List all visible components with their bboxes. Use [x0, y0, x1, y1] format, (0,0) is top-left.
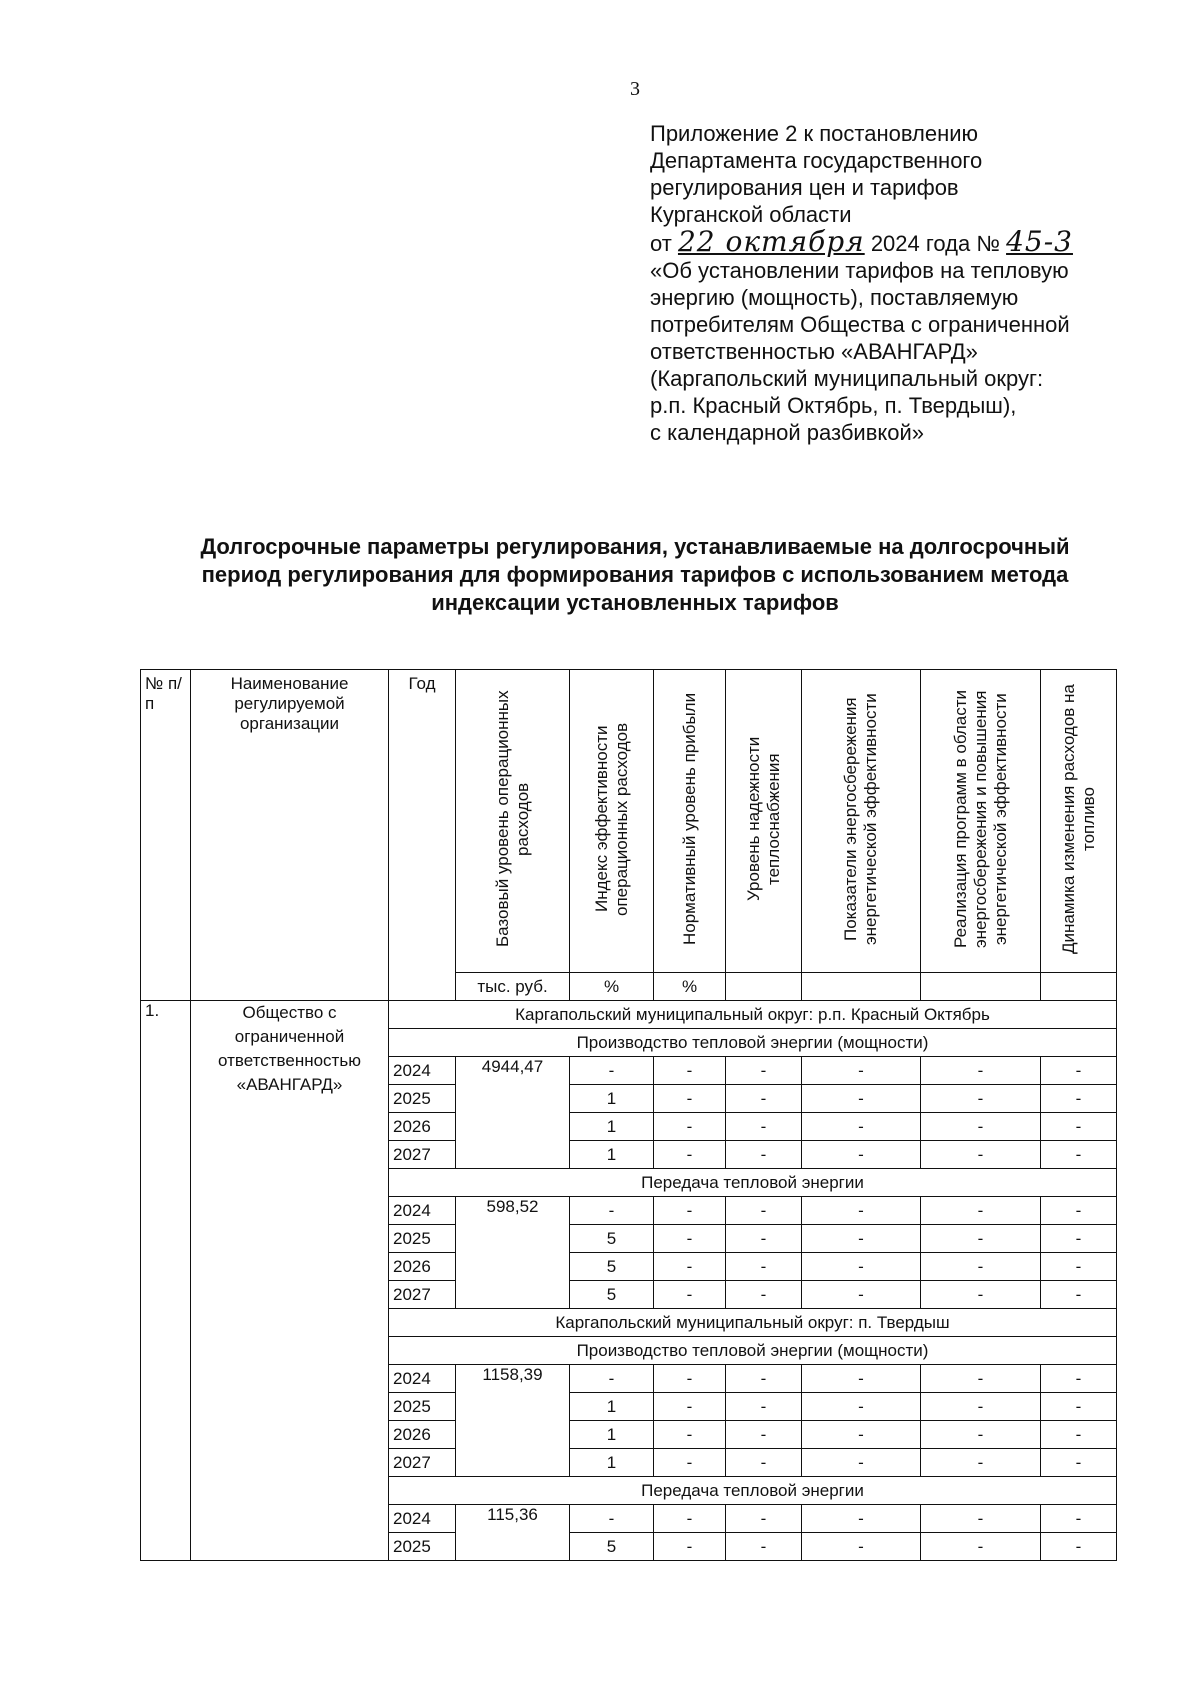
- value-cell: -: [802, 1141, 921, 1169]
- efficiency-index-cell: 1: [570, 1393, 654, 1421]
- value-cell: -: [1041, 1225, 1117, 1253]
- value-cell: -: [726, 1533, 802, 1561]
- unit-base: тыс. руб.: [456, 973, 570, 1001]
- location-cell: Каргапольский муниципальный округ: п. Твердыш: [389, 1309, 1117, 1337]
- appendix-line: регулирования цен и тарифов: [650, 175, 959, 200]
- date-year: 2024 года №: [864, 231, 1007, 256]
- appendix-subject-line: с календарной разбивкой»: [650, 420, 925, 445]
- year-cell: 2024: [389, 1365, 456, 1393]
- parameters-table-wrap: [140, 669, 1117, 1561]
- value-cell: -: [654, 1505, 726, 1533]
- header-fuel: Динамика изменения расходов на топливо: [1041, 670, 1117, 973]
- year-cell: 2026: [389, 1421, 456, 1449]
- row-number-cell: 1.: [141, 1001, 191, 1561]
- value-cell: -: [921, 1253, 1041, 1281]
- value-cell: -: [654, 1085, 726, 1113]
- efficiency-index-cell: 1: [570, 1141, 654, 1169]
- handwritten-number: 45-3: [1006, 225, 1073, 258]
- value-cell: -: [654, 1365, 726, 1393]
- value-cell: -: [921, 1449, 1041, 1477]
- efficiency-index-cell: -: [570, 1365, 654, 1393]
- value-cell: -: [921, 1197, 1041, 1225]
- value-cell: -: [802, 1421, 921, 1449]
- value-cell: -: [921, 1365, 1041, 1393]
- location-row: [141, 1001, 1117, 1029]
- value-cell: -: [654, 1057, 726, 1085]
- title-line: Долгосрочные параметры регулирования, устанавливаемые на долгосрочный: [200, 534, 1070, 559]
- value-cell: -: [654, 1141, 726, 1169]
- value-cell: -: [726, 1197, 802, 1225]
- header-num: № п/п: [141, 670, 191, 1001]
- value-cell: -: [921, 1505, 1041, 1533]
- value-cell: -: [726, 1393, 802, 1421]
- value-cell: -: [921, 1533, 1041, 1561]
- efficiency-index-cell: 5: [570, 1533, 654, 1561]
- efficiency-index-cell: 5: [570, 1253, 654, 1281]
- unit-profit: %: [654, 973, 726, 1001]
- activity-cell: Передача тепловой энергии: [389, 1169, 1117, 1197]
- value-cell: -: [802, 1449, 921, 1477]
- efficiency-index-cell: 1: [570, 1449, 654, 1477]
- value-cell: -: [921, 1085, 1041, 1113]
- year-cell: 2027: [389, 1281, 456, 1309]
- value-cell: -: [654, 1393, 726, 1421]
- base-level-cell: 4944,47: [456, 1057, 570, 1169]
- value-cell: -: [726, 1141, 802, 1169]
- value-cell: -: [654, 1533, 726, 1561]
- efficiency-index-cell: -: [570, 1505, 654, 1533]
- header-index: Индекс эффективности операционных расходов: [570, 670, 654, 973]
- header-reliability: Уровень надежности теплоснабжения: [726, 670, 802, 973]
- handwritten-date: 22 октября: [677, 225, 865, 258]
- value-cell: -: [1041, 1057, 1117, 1085]
- year-cell: 2026: [389, 1113, 456, 1141]
- value-cell: -: [726, 1505, 802, 1533]
- value-cell: -: [802, 1197, 921, 1225]
- base-level-cell: 598,52: [456, 1197, 570, 1309]
- appendix-subject-line: потребителям Общества с ограниченной: [650, 312, 1070, 337]
- value-cell: -: [726, 1113, 802, 1141]
- efficiency-index-cell: 5: [570, 1281, 654, 1309]
- year-cell: 2027: [389, 1449, 456, 1477]
- year-cell: 2025: [389, 1393, 456, 1421]
- value-cell: -: [921, 1225, 1041, 1253]
- value-cell: -: [1041, 1253, 1117, 1281]
- value-cell: -: [726, 1225, 802, 1253]
- value-cell: -: [802, 1365, 921, 1393]
- value-cell: -: [1041, 1449, 1117, 1477]
- value-cell: -: [726, 1421, 802, 1449]
- value-cell: -: [654, 1113, 726, 1141]
- page-number: 3: [630, 78, 640, 100]
- unit-empty: [726, 973, 802, 1001]
- appendix-line: Департамента государственного: [650, 148, 983, 173]
- value-cell: -: [921, 1113, 1041, 1141]
- header-row: [141, 670, 1117, 973]
- date-prefix: от: [650, 231, 678, 256]
- value-cell: -: [726, 1057, 802, 1085]
- value-cell: -: [654, 1253, 726, 1281]
- unit-empty: [1041, 973, 1117, 1001]
- appendix-block: [650, 120, 1170, 446]
- year-cell: 2025: [389, 1225, 456, 1253]
- value-cell: -: [1041, 1421, 1117, 1449]
- value-cell: -: [1041, 1281, 1117, 1309]
- efficiency-index-cell: 5: [570, 1225, 654, 1253]
- title-line: индексации установленных тарифов: [431, 590, 839, 615]
- value-cell: -: [654, 1197, 726, 1225]
- value-cell: -: [1041, 1085, 1117, 1113]
- location-cell: Каргапольский муниципальный округ: р.п. Красный Октябрь: [389, 1001, 1117, 1029]
- efficiency-index-cell: -: [570, 1057, 654, 1085]
- value-cell: -: [802, 1533, 921, 1561]
- value-cell: -: [921, 1141, 1041, 1169]
- title-line: период регулирования для формирования тарифов с использованием метода: [201, 562, 1069, 587]
- header-profit: Нормативный уровень прибыли: [654, 670, 726, 973]
- value-cell: -: [921, 1057, 1041, 1085]
- base-level-cell: 1158,39: [456, 1365, 570, 1477]
- value-cell: -: [802, 1085, 921, 1113]
- value-cell: -: [1041, 1393, 1117, 1421]
- appendix-subject-line: ответственностью «АВАНГАРД»: [650, 339, 978, 364]
- year-cell: 2025: [389, 1533, 456, 1561]
- appendix-subject-line: «Об установлении тарифов на тепловую: [650, 258, 1069, 283]
- activity-cell: Передача тепловой энергии: [389, 1477, 1117, 1505]
- header-year: Год: [389, 670, 456, 1001]
- value-cell: -: [726, 1365, 802, 1393]
- year-cell: 2024: [389, 1197, 456, 1225]
- value-cell: -: [802, 1113, 921, 1141]
- parameters-table: [140, 669, 1117, 1561]
- value-cell: -: [921, 1393, 1041, 1421]
- value-cell: -: [802, 1393, 921, 1421]
- value-cell: -: [1041, 1533, 1117, 1561]
- activity-cell: Производство тепловой энергии (мощности): [389, 1337, 1117, 1365]
- value-cell: -: [1041, 1141, 1117, 1169]
- year-cell: 2026: [389, 1253, 456, 1281]
- base-level-cell: 115,36: [456, 1505, 570, 1561]
- efficiency-index-cell: 1: [570, 1113, 654, 1141]
- value-cell: -: [654, 1449, 726, 1477]
- year-cell: 2025: [389, 1085, 456, 1113]
- header-org: Наименование регулируемой организации: [191, 670, 389, 1001]
- value-cell: -: [1041, 1505, 1117, 1533]
- value-cell: -: [802, 1505, 921, 1533]
- value-cell: -: [726, 1085, 802, 1113]
- document-title: [140, 533, 1130, 617]
- efficiency-index-cell: 1: [570, 1421, 654, 1449]
- appendix-subject-line: энергию (мощность), поставляемую: [650, 285, 1019, 310]
- appendix-line: Курганской области: [650, 202, 852, 227]
- unit-empty: [921, 973, 1041, 1001]
- efficiency-index-cell: -: [570, 1197, 654, 1225]
- value-cell: -: [921, 1421, 1041, 1449]
- appendix-date-line: [650, 225, 1170, 258]
- value-cell: -: [654, 1421, 726, 1449]
- activity-cell: Производство тепловой энергии (мощности): [389, 1029, 1117, 1057]
- value-cell: -: [654, 1225, 726, 1253]
- value-cell: -: [1041, 1197, 1117, 1225]
- value-cell: -: [921, 1281, 1041, 1309]
- value-cell: -: [802, 1225, 921, 1253]
- value-cell: -: [726, 1281, 802, 1309]
- unit-index: %: [570, 973, 654, 1001]
- value-cell: -: [802, 1253, 921, 1281]
- year-cell: 2024: [389, 1505, 456, 1533]
- value-cell: -: [654, 1281, 726, 1309]
- header-base: Базовый уровень операционных расходов: [456, 670, 570, 973]
- header-programs: Реализация программ в области энергосбережения и повышения энергетической эффективности: [921, 670, 1041, 973]
- value-cell: -: [726, 1449, 802, 1477]
- year-cell: 2024: [389, 1057, 456, 1085]
- appendix-subject-line: р.п. Красный Октябрь, п. Твердыш),: [650, 393, 1017, 418]
- appendix-line: Приложение 2 к постановлению: [650, 121, 979, 146]
- value-cell: -: [1041, 1113, 1117, 1141]
- appendix-subject-line: (Каргапольский муниципальный округ:: [650, 366, 1044, 391]
- value-cell: -: [1041, 1365, 1117, 1393]
- value-cell: -: [802, 1281, 921, 1309]
- header-energy: Показатели энергосбережения энергетической эффективности: [802, 670, 921, 973]
- efficiency-index-cell: 1: [570, 1085, 654, 1113]
- value-cell: -: [802, 1057, 921, 1085]
- year-cell: 2027: [389, 1141, 456, 1169]
- organization-name-cell: Общество с ограниченной ответственностью «АВАНГАРД»: [191, 1001, 389, 1561]
- value-cell: -: [726, 1253, 802, 1281]
- unit-empty: [802, 973, 921, 1001]
